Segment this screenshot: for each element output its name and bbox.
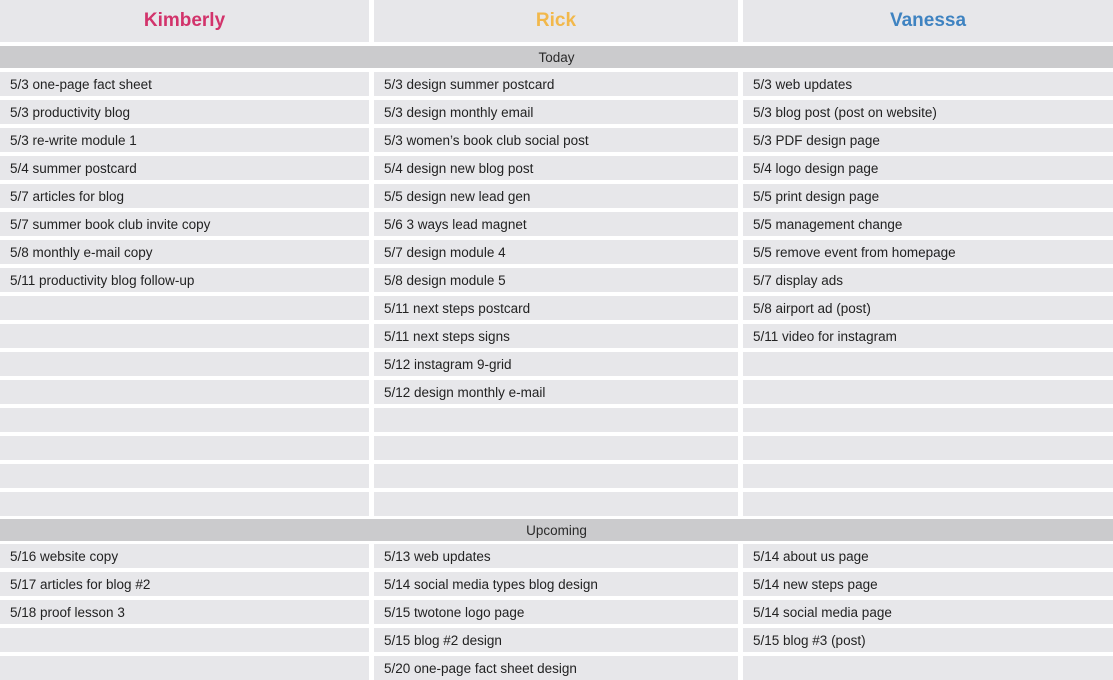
task-item[interactable]: 5/3 one-page fact sheet: [0, 72, 369, 96]
task-item[interactable]: 5/3 re-write module 1: [0, 128, 369, 152]
empty-task-slot[interactable]: [374, 464, 738, 488]
empty-task-slot[interactable]: [0, 464, 369, 488]
task-item[interactable]: 5/5 print design page: [743, 184, 1113, 208]
task-item[interactable]: 5/3 productivity blog: [0, 100, 369, 124]
task-item[interactable]: 5/11 next steps signs: [374, 324, 738, 348]
empty-task-slot[interactable]: [0, 352, 369, 376]
empty-task-slot[interactable]: [743, 656, 1113, 680]
task-item[interactable]: 5/5 remove event from homepage: [743, 240, 1113, 264]
empty-task-slot[interactable]: [743, 464, 1113, 488]
section-header-today: Today: [0, 46, 1113, 68]
task-item[interactable]: 5/15 twotone logo page: [374, 600, 738, 624]
assignee-header-vanessa: Vanessa: [743, 0, 1113, 42]
task-item[interactable]: 5/3 design monthly email: [374, 100, 738, 124]
assignee-header-rick: Rick: [374, 0, 738, 42]
section-header-upcoming: Upcoming: [0, 519, 1113, 541]
task-item[interactable]: 5/12 design monthly e-mail: [374, 380, 738, 404]
task-item[interactable]: 5/14 social media types blog design: [374, 572, 738, 596]
empty-task-slot[interactable]: [0, 324, 369, 348]
task-item[interactable]: 5/4 logo design page: [743, 156, 1113, 180]
task-item[interactable]: 5/18 proof lesson 3: [0, 600, 369, 624]
task-item[interactable]: 5/14 social media page: [743, 600, 1113, 624]
task-item[interactable]: 5/3 women’s book club social post: [374, 128, 738, 152]
empty-task-slot[interactable]: [0, 380, 369, 404]
task-item[interactable]: 5/11 next steps postcard: [374, 296, 738, 320]
task-item[interactable]: 5/4 design new blog post: [374, 156, 738, 180]
empty-task-slot[interactable]: [743, 492, 1113, 516]
task-item[interactable]: 5/3 blog post (post on website): [743, 100, 1113, 124]
task-item[interactable]: 5/17 articles for blog #2: [0, 572, 369, 596]
task-item[interactable]: 5/7 summer book club invite copy: [0, 212, 369, 236]
empty-task-slot[interactable]: [0, 296, 369, 320]
empty-task-slot[interactable]: [743, 436, 1113, 460]
task-item[interactable]: 5/7 design module 4: [374, 240, 738, 264]
task-item[interactable]: 5/4 summer postcard: [0, 156, 369, 180]
empty-task-slot[interactable]: [374, 436, 738, 460]
task-item[interactable]: 5/8 monthly e-mail copy: [0, 240, 369, 264]
task-item[interactable]: 5/3 web updates: [743, 72, 1113, 96]
task-item[interactable]: 5/15 blog #3 (post): [743, 628, 1113, 652]
task-item[interactable]: 5/14 new steps page: [743, 572, 1113, 596]
assignee-header-row: [0, 0, 1113, 42]
task-item[interactable]: 5/5 management change: [743, 212, 1113, 236]
empty-task-slot[interactable]: [374, 492, 738, 516]
task-item[interactable]: 5/14 about us page: [743, 544, 1113, 568]
empty-task-slot[interactable]: [0, 628, 369, 652]
task-item[interactable]: 5/3 PDF design page: [743, 128, 1113, 152]
task-item[interactable]: 5/11 video for instagram: [743, 324, 1113, 348]
empty-task-slot[interactable]: [0, 408, 369, 432]
empty-task-slot[interactable]: [743, 352, 1113, 376]
task-item[interactable]: 5/20 one-page fact sheet design: [374, 656, 738, 680]
empty-task-slot[interactable]: [743, 380, 1113, 404]
task-item[interactable]: 5/11 productivity blog follow-up: [0, 268, 369, 292]
task-item[interactable]: 5/8 design module 5: [374, 268, 738, 292]
empty-task-slot[interactable]: [0, 436, 369, 460]
task-item[interactable]: 5/12 instagram 9-grid: [374, 352, 738, 376]
empty-task-slot[interactable]: [743, 408, 1113, 432]
task-item[interactable]: 5/3 design summer postcard: [374, 72, 738, 96]
task-item[interactable]: 5/6 3 ways lead magnet: [374, 212, 738, 236]
empty-task-slot[interactable]: [0, 656, 369, 680]
task-item[interactable]: 5/5 design new lead gen: [374, 184, 738, 208]
task-item[interactable]: 5/15 blog #2 design: [374, 628, 738, 652]
task-item[interactable]: 5/16 website copy: [0, 544, 369, 568]
task-item[interactable]: 5/13 web updates: [374, 544, 738, 568]
empty-task-slot[interactable]: [374, 408, 738, 432]
assignee-header-kimberly: Kimberly: [0, 0, 369, 42]
task-item[interactable]: 5/8 airport ad (post): [743, 296, 1113, 320]
empty-task-slot[interactable]: [0, 492, 369, 516]
task-item[interactable]: 5/7 articles for blog: [0, 184, 369, 208]
task-item[interactable]: 5/7 display ads: [743, 268, 1113, 292]
